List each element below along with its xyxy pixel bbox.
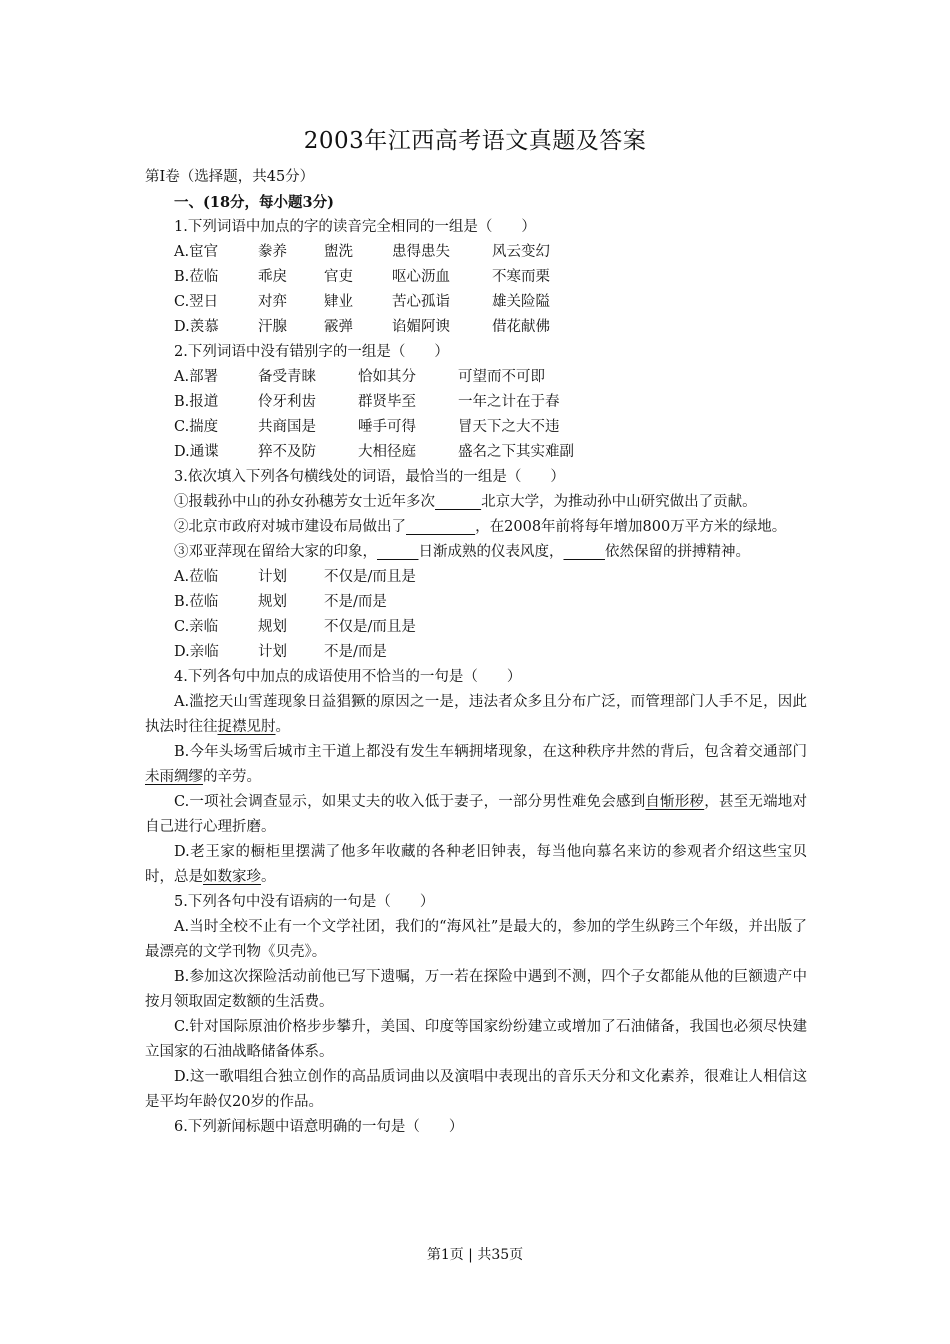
sentence-text: 。	[275, 719, 290, 735]
q4-option-c	[145, 790, 807, 840]
page-footer: 第1页 | 共35页	[426, 1247, 524, 1263]
option-word: 呕心沥血	[392, 269, 450, 285]
option-word: C.揣度	[174, 419, 219, 435]
question-1-stem: 1.下列词语中加点的字的读音完全相同的一组是（ ）	[174, 219, 536, 235]
option-word: 一年之计在于春	[458, 394, 560, 410]
sentence-text: C.一项社会调查显示，如果丈夫的收入低于妻子，一部分男性难免会感到	[174, 794, 646, 810]
blank-line	[377, 544, 418, 560]
option-word: 可望而不可即	[458, 369, 545, 385]
q1-option-b	[145, 265, 807, 290]
option-word: D.亲临	[174, 644, 219, 660]
q5-option-c: C.针对国际原油价格步步攀升，美国、印度等国家纷纷建立或增加了石油储备，我国也必须尽快建立国家的石油战略储备体系。	[145, 1019, 807, 1060]
q5-option-d: D.这一歌唱组合独立创作的高品质词曲以及演唱中表现出的音乐天分和文化素养，很难让人相信这是平均年龄仅20岁的作品。	[145, 1069, 807, 1110]
sentence-text: ，在2008年前将每年增加800万平方米的绿地。	[475, 519, 787, 535]
question-3-stem: 3.依次填入下列各句横线处的词语，最恰当的一组是（ ）	[174, 469, 565, 485]
option-word: 规划	[258, 594, 287, 610]
document-title: 2003年江西高考语文真题及答案	[303, 128, 647, 154]
option-word: 计划	[258, 569, 287, 585]
option-word: 不是/而是	[324, 594, 387, 610]
idiom: 如数家珍	[203, 869, 261, 885]
option-word: 豢养	[258, 244, 287, 260]
sentence-text: D.老王家的橱柜里摆满了他多年收藏的各种老旧钟表，每当他向慕名来访的参观者介绍这些宝贝时，总是	[145, 844, 807, 885]
option-word: 不是/而是	[324, 644, 387, 660]
q3-sentence-3	[145, 540, 807, 565]
option-word: A.部署	[174, 369, 219, 385]
q2-option-b	[145, 390, 807, 415]
option-word: B.莅临	[174, 269, 219, 285]
option-word: 计划	[258, 644, 287, 660]
q3-option-c	[145, 615, 807, 640]
idiom: 未雨绸缪	[145, 769, 203, 785]
option-word: 猝不及防	[258, 444, 316, 460]
q4-option-d	[145, 840, 807, 890]
blank-line	[563, 544, 604, 560]
part-heading: 一、(18分，每小题3分)	[174, 194, 334, 211]
blank-line	[435, 494, 481, 510]
option-word: 对弈	[258, 294, 287, 310]
q4-option-a	[145, 690, 807, 740]
option-word: 备受青睐	[258, 369, 316, 385]
option-word: 冒天下之大不违	[458, 419, 560, 435]
q5-option-a: A.当时全校不止有一个文学社团，我们的“海风社”是最大的，参加的学生纵跨三个年级，并出版了最漂亮的文学刊物《贝壳》。	[145, 919, 807, 960]
option-word: D.羡慕	[174, 319, 219, 335]
option-word: 唾手可得	[358, 419, 416, 435]
question-6-stem: 6.下列新闻标题中语意明确的一句是（ ）	[174, 1119, 464, 1135]
blank-line	[406, 519, 475, 535]
option-word: A.莅临	[174, 569, 219, 585]
option-word: 患得患失	[392, 244, 450, 260]
option-word: 不寒而栗	[492, 269, 550, 285]
question-5-stem: 5.下列各句中没有语病的一句是（ ）	[174, 894, 435, 910]
option-word: 盥洗	[324, 244, 353, 260]
sentence-text: ，甚至无端地对自己进行心理折磨。	[145, 794, 808, 835]
section-heading: 第Ⅰ卷（选择题，共45分）	[145, 169, 315, 185]
option-word: 规划	[258, 619, 287, 635]
question-2-stem: 2.下列词语中没有错别字的一组是（ ）	[174, 344, 449, 360]
option-word: 风云变幻	[492, 244, 550, 260]
option-word: 群贤毕至	[358, 394, 416, 410]
option-word: 肄业	[324, 294, 353, 310]
sentence-text: ①报载孙中山的孙女孙穗芳女士近年多次	[174, 494, 435, 510]
document-body	[145, 165, 807, 1140]
q3-sentence-1	[145, 490, 807, 515]
option-word: C.亲临	[174, 619, 219, 635]
option-word: 霰弹	[324, 319, 353, 335]
option-word: 恰如其分	[358, 369, 416, 385]
question-4-stem: 4.下列各句中加点的成语使用不恰当的一句是（ ）	[174, 669, 522, 685]
sentence-text: A.滥挖天山雪莲现象日益猖獗的原因之一是，违法者众多且分布广泛，而管理部门人手不足，因此执法时往往	[145, 694, 807, 735]
option-word: 不仅是/而且是	[324, 569, 416, 585]
option-word: 伶牙利齿	[258, 394, 316, 410]
option-word: 官吏	[324, 269, 353, 285]
option-word: D.通谍	[174, 444, 219, 460]
q1-option-a	[145, 240, 807, 265]
q2-option-d	[145, 440, 807, 465]
q1-option-c	[145, 290, 807, 315]
option-word: 共商国是	[258, 419, 316, 435]
q3-option-d	[145, 640, 807, 665]
option-word: 苦心孤诣	[392, 294, 450, 310]
option-word: B.报道	[174, 394, 219, 410]
sentence-text: ③邓亚萍现在留给大家的印象，	[174, 544, 377, 560]
q5-option-b: B.参加这次探险活动前他已写下遗嘱，万一若在探险中遇到不测，四个子女都能从他的巨额遗产中按月领取固定数额的生活费。	[145, 969, 807, 1010]
q2-option-c	[145, 415, 807, 440]
option-word: A.宦官	[174, 244, 219, 260]
sentence-text: ②北京市政府对城市建设布局做出了	[174, 519, 406, 535]
option-word: 不仅是/而且是	[324, 619, 416, 635]
q2-option-a	[145, 365, 807, 390]
sentence-text: 依然保留的拼搏精神。	[604, 544, 750, 560]
option-word: 谄媚阿谀	[392, 319, 450, 335]
option-word: 乖戾	[258, 269, 287, 285]
option-word: B.莅临	[174, 594, 219, 610]
q3-option-a	[145, 565, 807, 590]
q3-option-b	[145, 590, 807, 615]
q4-option-b	[145, 740, 807, 790]
q1-option-d	[145, 315, 807, 340]
sentence-text: 北京大学，为推动孙中山研究做出了贡献。	[481, 494, 757, 510]
sentence-text: B.今年头场雪后城市主干道上都没有发生车辆拥堵现象，在这种秩序井然的背后，包含着交通部门	[174, 744, 807, 760]
option-word: 汗腺	[258, 319, 287, 335]
sentence-text: 。	[261, 869, 276, 885]
idiom: 自惭形秽	[645, 794, 705, 810]
option-word: 借花献佛	[492, 319, 550, 335]
idiom: 捉襟见肘	[217, 719, 276, 735]
sentence-text: 日渐成熟的仪表风度，	[418, 544, 564, 560]
option-word: 雄关险隘	[492, 294, 550, 310]
q3-sentence-2	[145, 515, 807, 540]
option-word: 盛名之下其实难副	[458, 444, 574, 460]
sentence-text: 的辛劳。	[203, 769, 261, 785]
option-word: 大相径庭	[358, 444, 416, 460]
option-word: C.翌日	[174, 294, 219, 310]
